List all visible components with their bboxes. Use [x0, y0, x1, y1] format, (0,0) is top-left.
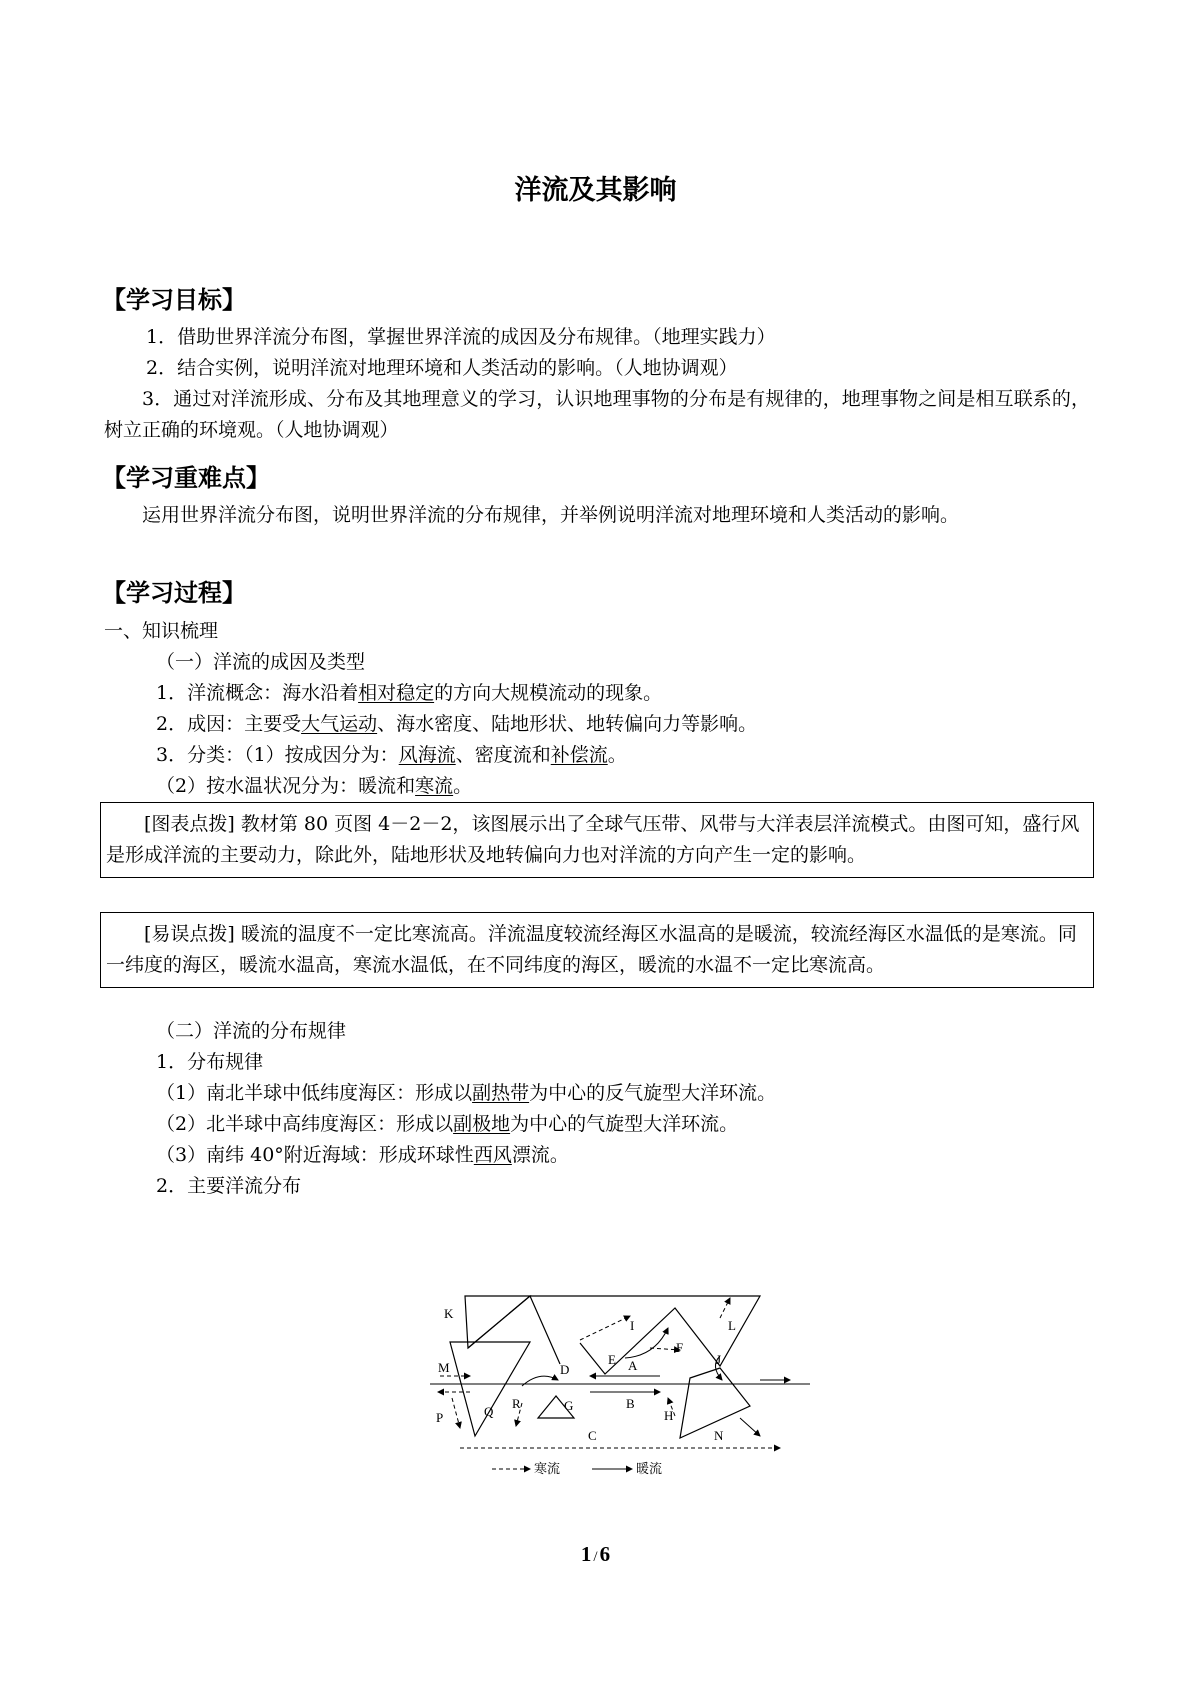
cold-current-arrow [452, 1398, 460, 1428]
answer-blank: 副热带 [472, 1082, 530, 1104]
cause-line: 2．成因：主要受大气运动、海水密度、陆地形状、地转偏向力等影响。 [156, 713, 758, 735]
subsection-heading: （二）洋流的分布规律 [156, 1020, 347, 1042]
current-label: E [608, 1352, 616, 1367]
key-points-heading: 【学习重难点】 [102, 464, 270, 492]
distribution-heading: 2．主要洋流分布 [156, 1175, 302, 1197]
subsection-heading: （一）洋流的成因及类型 [156, 651, 366, 673]
current-label: F [676, 1340, 684, 1355]
current-label: M [438, 1360, 450, 1375]
process-heading: 【学习过程】 [102, 579, 246, 607]
current-label: P [436, 1410, 444, 1425]
cold-current-arrow [580, 1316, 630, 1340]
continent-shape [468, 1296, 560, 1364]
mistake-tip-text: [易误点拨] 暖流的温度不一定比寒流高。洋流温度较流经海区水温高的是暖流，较流经海区水温低的是寒流。同一纬度的海区，暖流水温高，寒流水温低，在不同纬度的海区，暖流的水温不一定比寒流高。 [106, 923, 1077, 976]
mistake-tip-box [100, 912, 1094, 988]
answer-blank: 西风 [473, 1144, 512, 1166]
chart-tip-box [100, 802, 1094, 878]
current-label: D [560, 1362, 570, 1377]
legend-cold-label: 寒流 [534, 1462, 561, 1477]
warm-current-arrow [740, 1418, 760, 1436]
answer-blank: 补偿流 [550, 744, 608, 766]
current-label: B [626, 1396, 635, 1411]
current-label: L [728, 1318, 736, 1333]
current-label: G [564, 1398, 574, 1413]
cold-current-arrow [720, 1298, 730, 1318]
ocean-current-diagram [430, 1288, 810, 1488]
page-title: 洋流及其影响 [514, 175, 677, 206]
rule-line: （2）北半球中高纬度海区：形成以副极地为中心的气旋型大洋环流。 [156, 1113, 739, 1135]
objective-item: 1．借助世界洋流分布图，掌握世界洋流的成因及分布规律。（地理实践力） [146, 326, 776, 348]
classification-line-2: （2）按水温状况分为：暖流和寒流。 [156, 775, 473, 797]
rule-heading: 1．分布规律 [156, 1051, 264, 1073]
answer-blank: 风海流 [398, 744, 456, 766]
current-label: K [444, 1306, 454, 1321]
answer-blank: 副极地 [453, 1113, 511, 1135]
rule-line: （1）南北半球中低纬度海区：形成以副热带为中心的反气旋型大洋环流。 [156, 1082, 777, 1104]
answer-blank: 相对稳定 [358, 682, 435, 704]
classification-line: 3．分类：（1）按成因分为：风海流、密度流和补偿流。 [156, 744, 627, 766]
rule-line: （3）南纬 40°附近海域：形成环球性西风漂流。 [156, 1144, 569, 1166]
current-label: H [664, 1408, 674, 1423]
chart-tip-text: [图表点拨] 教材第 80 页图 4－2－2，该图展示出了全球气压带、风带与大洋表层洋流模式。由图可知，盛行风是形成洋流的主要动力，除此外，陆地形状及地转偏向力也对洋流的方向产生一定的影响。 [106, 813, 1080, 866]
current-label: J [716, 1352, 722, 1367]
answer-blank: 寒流 [415, 775, 454, 797]
legend-warm-label: 暖流 [636, 1462, 663, 1477]
continent-shape [450, 1342, 530, 1436]
objective-item: 2．结合实例，说明洋流对地理环境和人类活动的影响。（人地协调观） [146, 357, 738, 379]
objectives-heading: 【学习目标】 [102, 286, 246, 314]
part-heading: 一、知识梳理 [104, 620, 219, 642]
current-label: A [628, 1358, 638, 1373]
current-label: I [630, 1318, 635, 1333]
current-label: Q [484, 1404, 494, 1419]
answer-blank: 大气运动 [301, 713, 378, 735]
concept-line: 1．洋流概念：海水沿着相对稳定的方向大规模流动的现象。 [156, 682, 663, 704]
current-label: R [512, 1396, 521, 1411]
objective-item: 3．通过对洋流形成、分布及其地理意义的学习，认识地理事物的分布是有规律的，地理事物之间是相互联系的，树立正确的环境观。（人地协调观） [104, 388, 1090, 441]
warm-current-arrow [522, 1376, 558, 1386]
current-label: N [714, 1428, 724, 1443]
page-number: 1 /6 [580, 1542, 611, 1566]
current-label: C [588, 1428, 597, 1443]
key-points-text: 运用世界洋流分布图，说明世界洋流的分布规律，并举例说明洋流对地理环境和人类活动的影响。 [142, 504, 960, 526]
